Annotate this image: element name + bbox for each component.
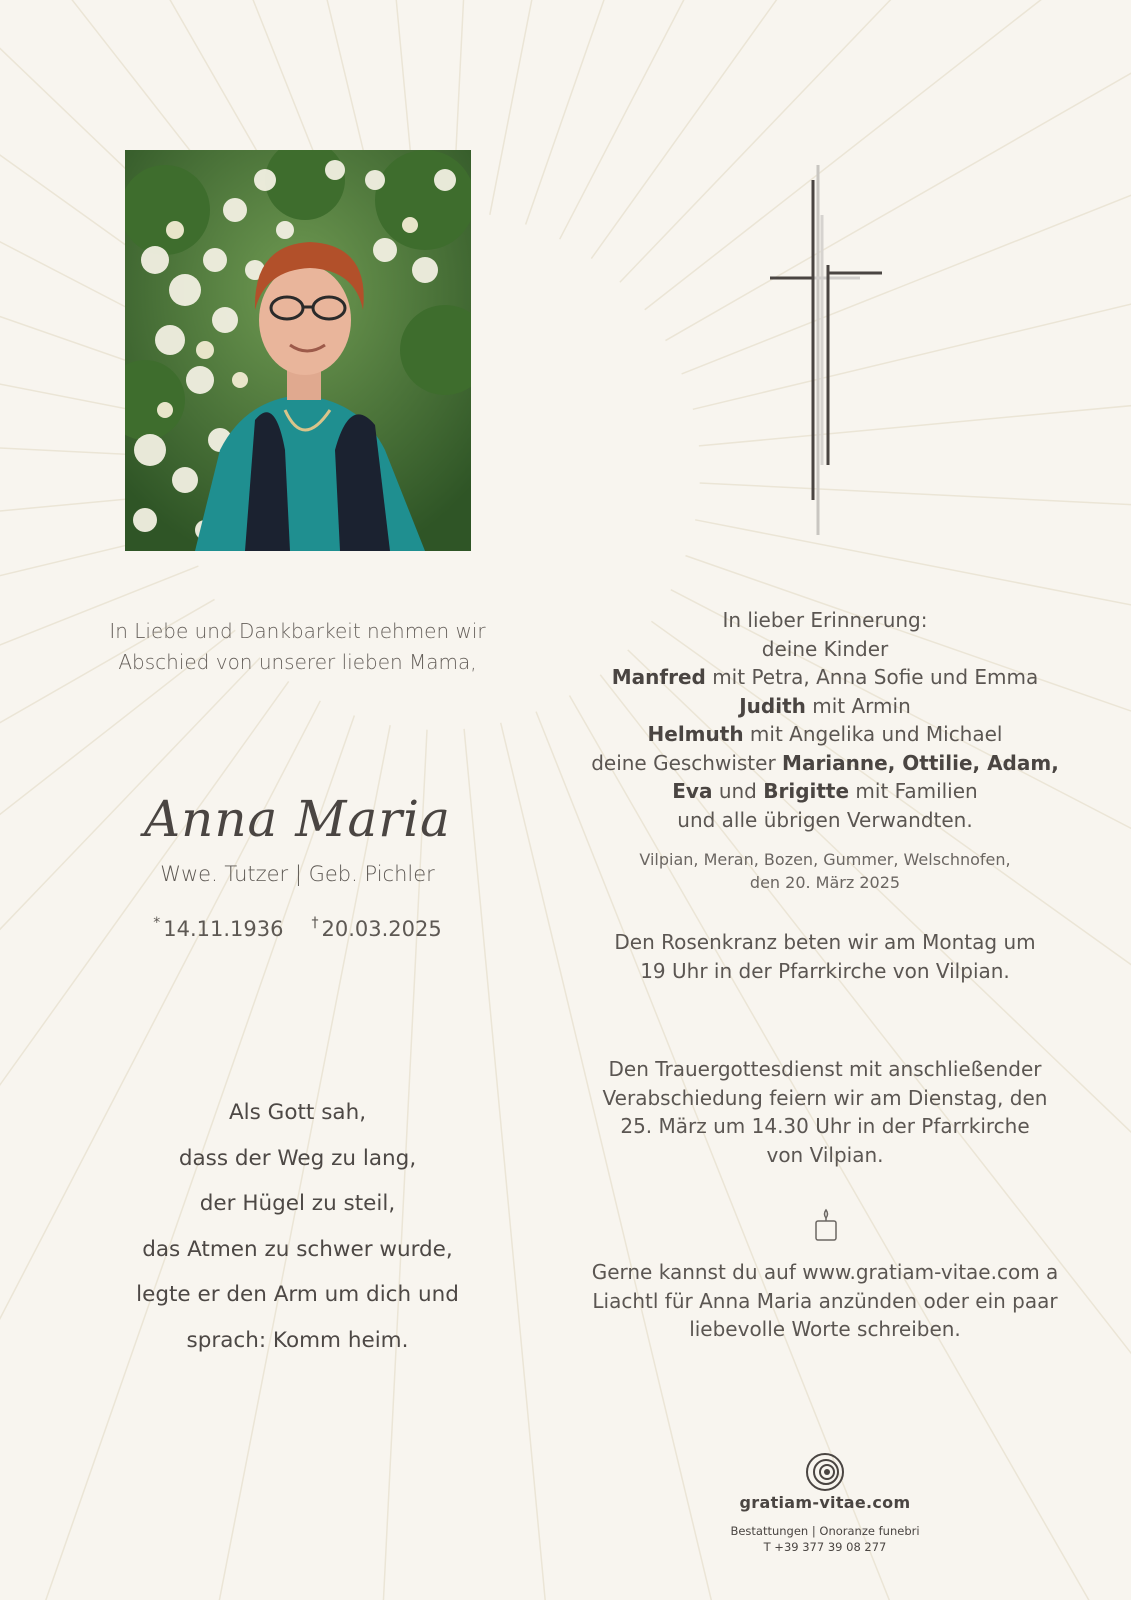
footer-phone: T +39 377 39 08 277 [763,1540,887,1554]
date-line: den 20. März 2025 [749,872,901,892]
deceased-name: Anna Maria [144,790,451,848]
poem-line: legte er den Arm um dich und [136,1282,459,1307]
background-ray [0,599,215,1565]
background-ray [682,0,1131,374]
child-name: Manfred [611,665,706,689]
spiral-logo-icon [805,1452,845,1492]
child-line [580,692,1070,721]
intro-line: In Liebe und Dankbarkeit nehmen wir [109,619,486,643]
service-line: 25. März um 14.30 Uhr in der Pfarrkirche [620,1114,1030,1138]
poem-line: das Atmen zu schwer wurde, [142,1236,453,1262]
online-line: Gerne kannst du auf www.gratiam-vitae.com a [591,1260,1059,1284]
service-line: Den Trauergottesdienst mit anschließender [608,1057,1042,1081]
conjunction: und [712,779,764,803]
family-heading: In lieber Erinnerung: [722,608,928,632]
online-line: liebevolle Worte schreiben. [689,1317,961,1341]
rosary-info [590,928,1060,985]
families-text: mit Familien [849,779,978,803]
portrait-photo [125,150,471,551]
poem-line: dass der Weg zu lang, [178,1145,417,1171]
child-line [580,720,1070,749]
places-line: Vilpian, Meran, Bozen, Gummer, Welschnofen, [639,850,1011,869]
poem-line: der Hügel zu steil, [199,1191,396,1216]
rosary-line: Den Rosenkranz beten wir am Montag um [614,930,1036,954]
service-line: Verabschiedung feiern wir am Dienstag, den [602,1085,1048,1110]
deceased-subtitle: Wwe. Tutzer | Geb. Pichler [160,862,435,886]
online-line: Liachtl für Anna Maria anzünden oder ein paar [592,1288,1058,1313]
birth-symbol: * [153,915,161,931]
birth-date: 14.11.1936 [163,917,284,941]
children-label: deine Kinder [761,636,889,661]
online-condolence-info [580,1258,1070,1344]
siblings-line [580,777,1070,806]
life-dates [100,917,495,941]
child-rest: mit Angelika und Michael [743,722,1003,746]
background-ray [665,0,1131,341]
child-rest: mit Petra, Anna Sofie und Emma [705,665,1039,689]
intro-line: Abschied von unserer lieben Mama, [118,650,477,674]
intro-text [85,616,510,678]
child-name: Judith [739,693,806,718]
sibling-name: Eva [672,779,713,803]
poem-line: Als Gott sah, [228,1100,367,1125]
rosary-line: 19 Uhr in der Pfarrkirche von Vilpian. [640,958,1010,983]
funeral-service-info [590,1055,1060,1169]
brand-name: gratiam-vitae.com [739,1493,911,1512]
sibling-name: Brigitte [763,779,850,803]
siblings-label: deine Geschwister [591,750,783,775]
cross-icon [760,165,890,535]
death-date: 20.03.2025 [321,917,442,941]
siblings-line [580,749,1070,778]
service-line: von Vilpian. [766,1142,884,1167]
family-list [580,606,1070,834]
child-line [580,663,1070,692]
candle-icon [813,1208,839,1242]
sibling-names: Marianne, Ottilie, Adam, [782,750,1059,775]
places-date [600,849,1050,894]
background-ray [693,0,1131,409]
death-symbol: † [311,915,319,931]
footer-services: Bestattungen | Onoranze funebri [730,1524,920,1538]
child-rest: mit Armin [805,693,911,718]
poem [100,1090,495,1363]
poem-line: sprach: Komm heim. [186,1327,409,1353]
relatives-line: und alle übrigen Verwandten. [677,807,973,832]
child-name: Helmuth [647,722,744,746]
